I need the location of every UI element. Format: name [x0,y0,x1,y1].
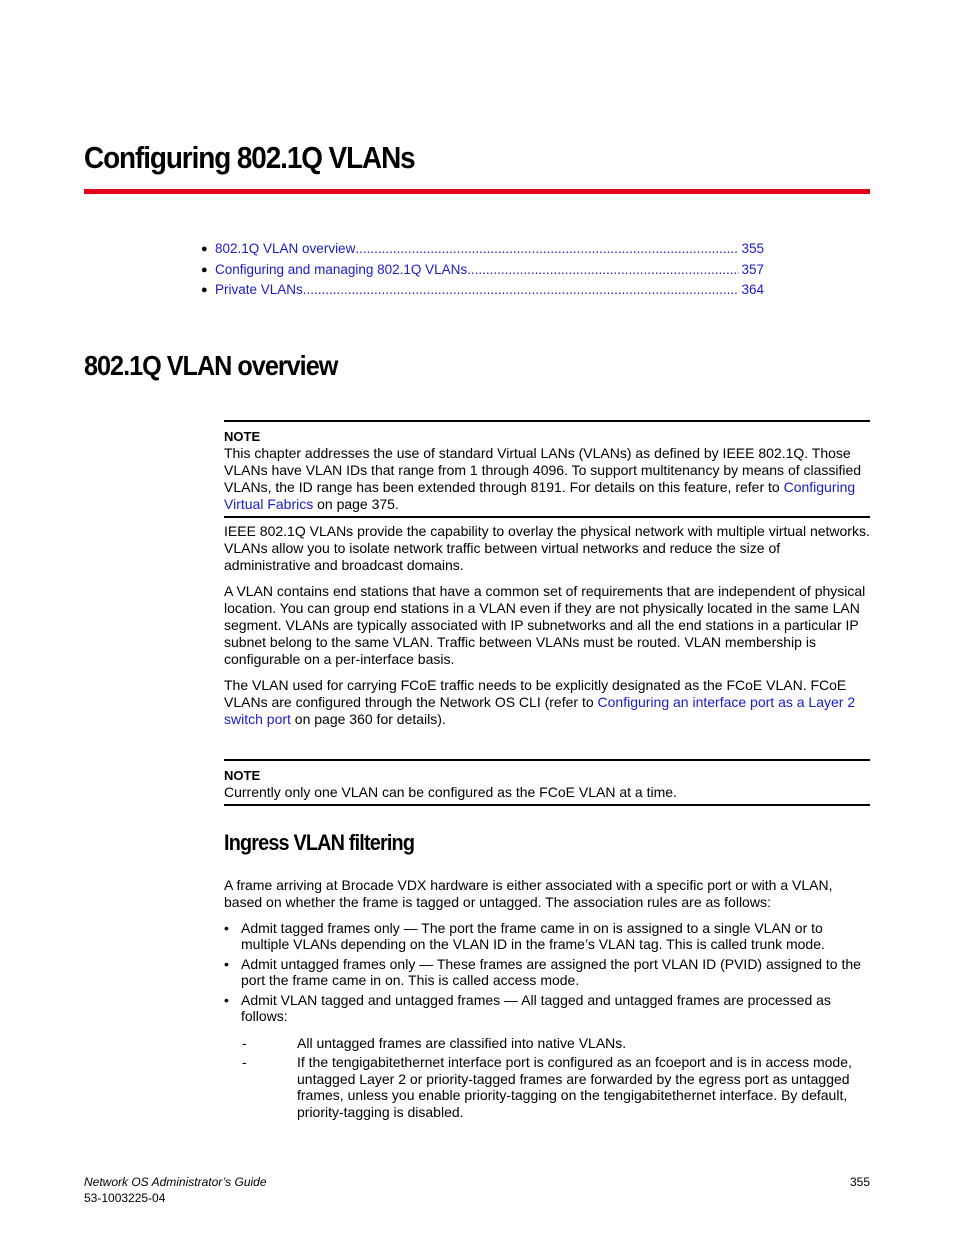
list-item-text: All untagged frames are classified into native VLANs. [297,1035,627,1051]
note-rule-top [224,420,870,422]
paragraph: A VLAN contains end stations that have a common set of requirements that are independent of physical location. You can group end stations in a VLAN even if they are not physically located in the same LAN segment. VLANs are typically associated with IP subnetworks and all the end stations in a particular IP subnet belong to the same VLAN. Traffic between VLANs must be routed. VLAN membership is configurable on a per-interface basis. [224,583,866,667]
note-text: Currently only one VLAN can be configured as the FCoE VLAN at a time. [224,784,677,800]
note-text [224,445,870,513]
toc-item-page[interactable]: 355 [741,241,764,256]
bullet-icon: • [224,956,229,972]
toc-item-label[interactable]: Private VLANs [215,282,303,297]
note-box [224,420,870,518]
paragraph [224,677,870,728]
bullet-icon: • [224,920,229,936]
bullet-icon: ● [201,284,208,296]
note-text-part: on page 375. [313,496,399,512]
toc-item[interactable] [201,281,764,302]
list-item-text: Admit untagged frames only — These frames are assigned the port VLAN ID (PVID) assigned to the port the frame came in on. This is called access mode. [241,956,861,988]
toc-item-page[interactable]: 364 [741,282,764,297]
bullet-icon: • [224,992,229,1008]
page-number: 355 [849,1175,870,1189]
chapter-title-rule [84,189,870,194]
paragraph: IEEE 802.1Q VLANs provide the capability to overlay the physical network with multiple virtual networks. VLANs allow you to isolate network traffic between virtual networks and reduce the size of administrative and broadcast domains. [224,523,870,573]
note-label: NOTE [224,429,261,444]
page-footer-left [84,1175,267,1206]
list-item-text: Admit tagged frames only — The port the frame came in on is assigned to a single VLAN or to multiple VLANs depending on the VLAN ID in the frame’s VLAN tag. This is called trunk mode. [241,920,825,952]
chapter-title: Configuring 802.1Q VLANs [84,140,415,175]
list-item-text: If the tengigabitethernet interface port is configured as an fcoeport and is in access mode, untagged Layer 2 or priority-tagged frames are forwarded by the egress port as untagged frames, unless you enable priority-tagging on the tengigabitethernet interface. By default, priority-tagging is disabled. [297,1053,852,1121]
note-rule-bottom [224,804,870,806]
bullet-icon: ● [201,243,208,255]
virtual-fabrics-link[interactable]: Configuring Virtual Fabrics [224,479,856,512]
section-title: 802.1Q VLAN overview [84,350,338,381]
layer2-switch-port-link[interactable]: Configuring an interface port as a Layer 2 switch port [224,694,856,727]
paragraph: A frame arriving at Brocade VDX hardware is either associated with a specific port or with a VLAN, based on whether the frame is tagged or untagged. The association rules are as follows: [224,877,833,910]
list-item [224,956,870,988]
toc-leader [303,281,740,302]
guide-title: Network OS Administrator’s Guide [84,1175,267,1189]
note-box [224,759,870,806]
list-item-text: Admit VLAN tagged and untagged frames — All tagged and untagged frames are processed as follows: [241,992,831,1024]
toc-leader [467,261,739,282]
toc-item[interactable] [201,240,764,261]
chapter-toc [201,240,764,302]
doc-number: 53-1003225-04 [84,1190,166,1205]
toc-item-page[interactable]: 357 [741,261,764,277]
toc-item-label[interactable]: 802.1Q VLAN overview [215,241,356,256]
list-item [240,1054,870,1121]
toc-item[interactable] [201,261,764,282]
sub-bullet-list [240,1035,870,1123]
toc-leader [355,240,739,261]
note-label: NOTE [224,768,261,783]
toc-item-label[interactable]: Configuring and managing 802.1Q VLANs [215,261,468,277]
paragraph-part: on page 360 for details). [290,711,446,727]
bullet-list [224,920,870,1028]
note-rule-top [224,759,870,761]
paragraph-part: The VLAN used for carrying FCoE traffic needs to be explicitly designated as the FCoE VLAN. FCoE VLANs are configured through the Network OS CLI (refer to [224,677,847,710]
note-rule-bottom [224,516,870,518]
list-item [224,992,870,1024]
list-item [224,920,870,952]
note-text-part: This chapter addresses the use of standard Virtual LANs (VLANs) as defined by IEEE 802.1Q. Those VLANs have VLAN IDs that range from 1 through 4096. To support multitenancy by means of classified VLANs, the ID range has been extended through 8191. For details on this feature, refer to [224,445,862,495]
dash-icon: - [242,1053,247,1070]
list-item [240,1035,870,1052]
subsection-title: Ingress VLAN filtering [224,830,415,855]
bullet-icon: ● [201,263,208,276]
dash-icon: - [242,1035,247,1051]
